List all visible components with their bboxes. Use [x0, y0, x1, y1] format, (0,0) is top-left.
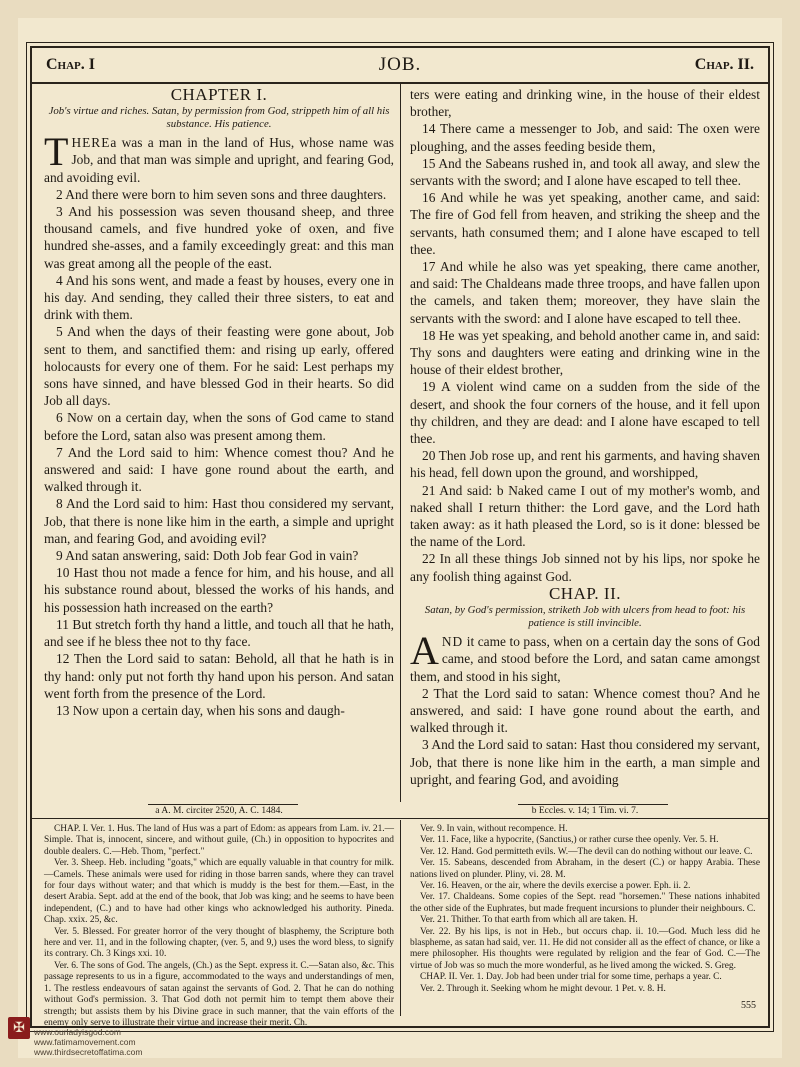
- verse-1-1: [44, 129, 394, 186]
- footref-rule-right: [518, 804, 668, 805]
- footref-right: b Eccles. v. 14; 1 Tim. vi. 7.: [531, 806, 639, 816]
- verse-1-9: 9 And satan answering, said: Doth Job fear God in vain?: [56, 548, 359, 564]
- note-item: Ver. 6. The sons of God. The angels, (Ch.) as the Sept. express it. C.—Satan also, &c. This passage represents to us in a figure, accommodated to the ways and understandings of men, 1. The restless endeavours of satan against the servants of God. 2. That he can do nothing without God's permission. 3. That God doth not permit him to tempt them above their strength; but assists them by his Divine grace in such manner, that the vain efforts of the enemy only serve to illustrate their virtue and increase their merit. Ch.: [44, 960, 394, 1028]
- verse-1-17: 17 And while he also was yet speaking, there came another, and said: The Chaldeans made three troops, and have fallen upon the camels, and taken them; moreover, they have slain the servants with the sword: and I alone have escaped to tell thee.: [410, 259, 760, 326]
- note-item: Ver. 21. Thither. To that earth from which all are taken. H.: [420, 915, 638, 926]
- verse-1-20: 20 Then Job rose up, and rent his garments, and having shaven his head, fell down upon the ground, and worshipped,: [410, 448, 760, 481]
- note-item: CHAP. I. Ver. 1. Hus. The land of Hus was a part of Edom: as appears from Lam. iv. 21.—Simple. That is, innocent, sincere, and without guile, (Ch.) in opposition to hypocrites and double dealers. C.—Heb. Thom, "perfect.": [44, 824, 394, 857]
- note-item: Ver. 3. Sheep. Heb. including "goats," which are equally valuable in that country for milk.—Camels. These animals were used for riding in those barren sands, where they can travel for four days without water; and that which is muddy is the best for them.—East, in the desert Arabia. Sept. add at the end of the book, that Job was king; and he seems to have been independent, (C.) and to have had other kings who acknowledged his authority. Pineda. Chap. xxix. 25, &c.: [44, 858, 394, 926]
- verse-1-8: 8 And the Lord said to him: Hast thou considered my servant, Job, that there is none like him in the earth, a simple and upright man, and fearing God, and avoiding evil?: [44, 496, 394, 546]
- notes-column-divider: [400, 820, 401, 1016]
- verse-1-12: 12 Then the Lord said to satan: Behold, all that he hath is in thy hand: only put not forth thy hand upon his person. And satan went forth from the presence of the Lord.: [44, 651, 394, 701]
- verse-1-16: 16 And while he was yet speaking, another came, and said: The fire of God fell from heaven, and striking the sheep and the servants, hath consumed them; and I alone have escaped to tell thee.: [410, 190, 760, 257]
- verse-1-10: 10 Hast thou not made a fence for him, and his house, and all his substance round about, blessed the works of his hands, and his possession hath increased on the earth?: [44, 565, 394, 615]
- commentary-right: [410, 824, 760, 995]
- commentary-left: [44, 824, 394, 1029]
- chapter-1-summary: Job's virtue and riches. Satan, by permission from God, strippeth him of all his substance. His patience.: [48, 105, 390, 130]
- verse-2-1: [410, 628, 760, 685]
- verse-1-13-start: 13 Now upon a certain day, when his sons and daugh-: [56, 702, 345, 718]
- header-right: Chap. II.: [694, 56, 754, 73]
- note-item: Ver. 2. Through it. Seeking whom he might devour. 1 Pet. v. 8. H.: [420, 983, 666, 994]
- footer-url-3[interactable]: www.thirdsecretoffatima.com: [34, 1047, 143, 1057]
- verse-1-1-text: a was a man in the land of Hus, whose name was Job, and that man was simple and upright, and fearing God, and avoiding evil.: [44, 135, 394, 185]
- note-item: CHAP. II. Ver. 1. Day. Job had been under trial for some time, perhaps a year. C.: [420, 972, 722, 983]
- verse-1-13-end: ters were eating and drinking wine, in the house of their eldest brother,: [410, 87, 760, 120]
- right-column: [410, 86, 760, 788]
- note-item: Ver. 12. Hand. God permitteth evils. W.—The devil can do nothing without our leave. C.: [420, 846, 753, 857]
- cross-seal-icon: ✠: [8, 1017, 30, 1039]
- verse-1-14: 14 There came a messenger to Job, and said: The oxen were ploughing, and the asses feeding beside them,: [410, 121, 760, 154]
- header-left: Chap. I: [46, 56, 96, 73]
- notes-top-rule: [32, 818, 768, 819]
- note-item: Ver. 15. Sabeans, descended from Abraham, in the desert (C.) or happy Arabia. These nations lived on plunder. Pliny, vi. 28. M.: [410, 858, 760, 880]
- website-footer: [34, 1027, 143, 1057]
- verse-2-1-text: it came to pass, when on a certain day the sons of God came, and stood before the Lord, and satan came amongst them, and stood in his sight,: [410, 634, 760, 684]
- verse-2-3: 3 And the Lord said to satan: Hast thou considered my servant, Job, that there is none like him in the earth, a man simple and upright, and fearing God, and avoiding: [410, 737, 760, 787]
- verse-2-1-caps: ND: [441, 634, 464, 650]
- note-item: Ver. 22. By his lips, is not in Heb., but occurs chap. ii. 10.—God. Much less did he blaspheme, as satan had said, ver. 11. He did not consider all as the effect of chance, or like a mere philosopher. His thoughts were regulated by religion and the fear of God. C.—The virtue of Job was so much the more wonderful, as he lived among the wicked. S. Greg.: [410, 926, 760, 971]
- note-item: Ver. 16. Heaven, or the air, where the devils exercise a power. Eph. ii. 2.: [420, 881, 691, 892]
- chapter-2-summary: Satan, by God's permission, striketh Job with ulcers from head to foot: his patience is still invincible.: [424, 604, 746, 629]
- verse-1-15: 15 And the Sabeans rushed in, and took all away, and slew the servants with the sword; and I alone have escaped to tell thee.: [410, 155, 760, 189]
- drop-cap-2: A: [410, 628, 439, 674]
- book-page: [18, 18, 782, 1058]
- footer-url-1[interactable]: www.ourladyisgod.com: [34, 1027, 121, 1037]
- verse-1-7: 7 And the Lord said to him: Whence comest thou? And he answered and said: I have gone round about the earth, and walked through it.: [44, 444, 394, 495]
- note-item: Ver. 17. Chaldeans. Some copies of the Sept. read "horsemen." These nations inhabited the other side of the Euphrates, but made frequent incursions to plunder their neighbours. C.: [410, 892, 760, 914]
- header-book-title: JOB.: [378, 54, 422, 75]
- chapter-2-title: CHAP. II.: [548, 583, 622, 603]
- verse-1-4: 4 And his sons went, and made a feast by houses, every one in his day. And sending, they called their three sisters, to eat and drink with them.: [44, 272, 394, 323]
- verse-1-2: 2 And there were born to him seven sons and three daughters.: [56, 186, 387, 202]
- verse-1-11: 11 But stretch forth thy hand a little, and touch all that he hath, and see if he bless thee not to thy face.: [44, 616, 394, 650]
- verse-1-1-caps: HERE: [71, 135, 111, 151]
- verse-2-2: 2 That the Lord said to satan: Whence comest thou? And he answered, and said: I have gone round about the earth, and walked through it.: [410, 685, 760, 736]
- footer-url-2[interactable]: www.fatimamovement.com: [34, 1037, 136, 1047]
- note-item: Ver. 9. In vain, without recompence. H.: [420, 824, 568, 834]
- drop-cap: T: [44, 129, 69, 175]
- verse-1-5: 5 And when the days of their feasting were gone about, Job sent to them, and sanctified them: and rising up early, offered holocausts for every one of them. For he said: Lest perhaps my sons have sinned, and have blessed God in their hearts. So did Job all days.: [44, 324, 394, 409]
- page-number: 555: [741, 1000, 756, 1011]
- verse-1-3: 3 And his possession was seven thousand sheep, and three thousand camels, and five hundred yoke of oxen, and five hundred she-asses, and a family exceedingly great: and this man was great among all the people of the east.: [44, 204, 394, 271]
- verse-1-21: 21 And said: b Naked came I out of my mother's womb, and naked shall I return thither: the Lord gave, and the Lord hath taken away: as it hath pleased the Lord, so is it done: blessed be the name of the Lord.: [410, 482, 760, 550]
- verse-1-6: 6 Now on a certain day, when the sons of God came to stand before the Lord, satan also was present among them.: [44, 410, 394, 443]
- footref-rule-left: [148, 804, 298, 805]
- running-header: [32, 46, 768, 84]
- note-item: Ver. 5. Blessed. For greater horror of the very thought of blasphemy, the Scripture both here and ver. 11, and in the following chapter, (ver. 5, and 9,) uses the word bless, to signify its contrary. Ch. 3 Kings xxi. 10.: [44, 926, 394, 960]
- left-column: [44, 86, 394, 719]
- note-item: Ver. 11. Face, like a hypocrite, (Sanctius,) or rather curse thee openly. Ver. 5. H.: [420, 835, 719, 846]
- verse-1-18: 18 He was yet speaking, and behold another came in, and said: Thy sons and daughters were eating and drinking wine in the house of their eldest brother,: [410, 327, 760, 378]
- chapter-1-title: CHAPTER I.: [170, 85, 268, 104]
- column-divider: [400, 82, 401, 802]
- verse-1-22: 22 In all these things Job sinned not by his lips, nor spoke he any foolish thing against God.: [410, 551, 760, 584]
- verse-1-19: 19 A violent wind came on a sudden from the side of the desert, and shook the four corners of the house, and it fell upon thy children, and they are dead: and I alone have escaped to tell thee.: [410, 379, 760, 447]
- footref-left: a A. M. circiter 2520, A. C. 1484.: [155, 806, 283, 816]
